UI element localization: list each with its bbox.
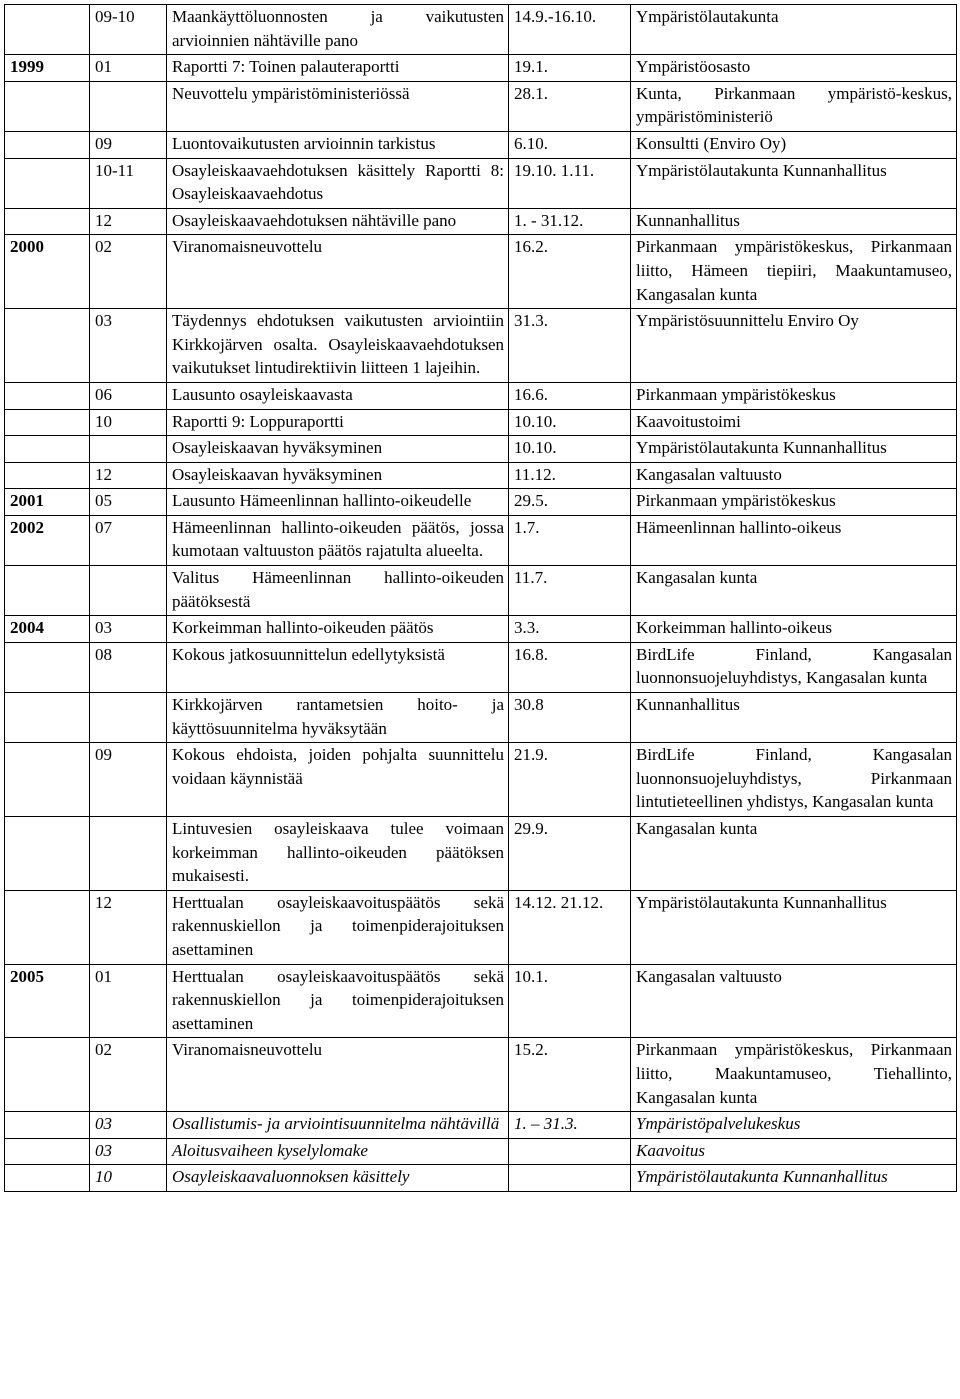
month-cell — [90, 817, 167, 891]
organization-cell: Kaavoitustoimi — [631, 409, 957, 436]
event-cell: Herttualan osayleiskaavoituspäätös sekä rakennuskiellon ja toimenpiderajoituksen asettaminen — [167, 890, 509, 964]
month-cell: 03 — [90, 1138, 167, 1165]
event-cell: Korkeimman hallinto-oikeuden päätös — [167, 616, 509, 643]
table-row — [5, 743, 957, 817]
year-cell — [5, 1038, 90, 1112]
date-cell: 14.12. 21.12. — [509, 890, 631, 964]
month-cell — [90, 693, 167, 743]
event-cell: Hämeenlinnan hallinto-oikeuden päätös, jossa kumotaan valtuuston päätös rajatulta alueelta. — [167, 515, 509, 565]
table-row — [5, 1112, 957, 1139]
year-cell: 1999 — [5, 55, 90, 82]
month-cell: 02 — [90, 235, 167, 309]
schedule-document — [4, 4, 957, 1192]
table-row — [5, 890, 957, 964]
table-row — [5, 5, 957, 55]
month-cell: 12 — [90, 208, 167, 235]
month-cell: 06 — [90, 382, 167, 409]
event-cell: Kokous jatkosuunnittelun edellytyksistä — [167, 642, 509, 692]
event-cell: Viranomaisneuvottelu — [167, 1038, 509, 1112]
table-row — [5, 1038, 957, 1112]
date-cell: 10.10. — [509, 436, 631, 463]
organization-cell: Korkeimman hallinto-oikeus — [631, 616, 957, 643]
table-row — [5, 235, 957, 309]
organization-cell: Kaavoitus — [631, 1138, 957, 1165]
organization-cell: Hämeenlinnan hallinto-oikeus — [631, 515, 957, 565]
month-cell: 03 — [90, 1112, 167, 1139]
date-cell: 19.1. — [509, 55, 631, 82]
date-cell: 14.9.-16.10. — [509, 5, 631, 55]
date-cell: 6.10. — [509, 131, 631, 158]
table-row — [5, 515, 957, 565]
organization-cell: Pirkanmaan ympäristökeskus — [631, 382, 957, 409]
event-cell: Osayleiskaavaehdotuksen käsittely Raportti 8: Osayleiskaavaehdotus — [167, 158, 509, 208]
event-cell: Osayleiskaavaehdotuksen nähtäville pano — [167, 208, 509, 235]
month-cell: 09 — [90, 131, 167, 158]
year-cell — [5, 436, 90, 463]
table-row — [5, 436, 957, 463]
organization-cell: BirdLife Finland, Kangasalan luonnonsuojeluyhdistys, Kangasalan kunta — [631, 642, 957, 692]
date-cell: 11.7. — [509, 566, 631, 616]
table-row — [5, 817, 957, 891]
year-cell — [5, 890, 90, 964]
organization-cell: Konsultti (Enviro Oy) — [631, 131, 957, 158]
month-cell: 09-10 — [90, 5, 167, 55]
table-row — [5, 409, 957, 436]
organization-cell: Ympäristölautakunta Kunnanhallitus — [631, 1165, 957, 1192]
event-cell: Lintuvesien osayleiskaava tulee voimaan korkeimman hallinto-oikeuden päätöksen mukaisesti. — [167, 817, 509, 891]
date-cell: 19.10. 1.11. — [509, 158, 631, 208]
table-row — [5, 616, 957, 643]
table-row — [5, 462, 957, 489]
year-cell: 2005 — [5, 964, 90, 1038]
table-row — [5, 131, 957, 158]
year-cell — [5, 462, 90, 489]
date-cell: 21.9. — [509, 743, 631, 817]
month-cell: 01 — [90, 964, 167, 1038]
month-cell: 10 — [90, 1165, 167, 1192]
table-row — [5, 55, 957, 82]
year-cell — [5, 743, 90, 817]
organization-cell: BirdLife Finland, Kangasalan luonnonsuojeluyhdistys, Pirkanmaan lintutieteellinen yhdistys, Kangasalan kunta — [631, 743, 957, 817]
date-cell: 16.8. — [509, 642, 631, 692]
table-row — [5, 158, 957, 208]
event-cell: Täydennys ehdotuksen vaikutusten arviointiin Kirkkojärven osalta. Osayleiskaavaehdotuksen vaikutukset lintudirektiivin liitteen 1 lajeihin. — [167, 309, 509, 383]
year-cell — [5, 693, 90, 743]
date-cell: 3.3. — [509, 616, 631, 643]
year-cell — [5, 817, 90, 891]
month-cell: 07 — [90, 515, 167, 565]
year-cell: 2001 — [5, 489, 90, 516]
month-cell: 05 — [90, 489, 167, 516]
event-cell: Osallistumis- ja arviointisuunnitelma nähtävillä — [167, 1112, 509, 1139]
event-cell: Valitus Hämeenlinnan hallinto-oikeuden päätöksestä — [167, 566, 509, 616]
organization-cell: Kangasalan kunta — [631, 566, 957, 616]
month-cell: 12 — [90, 462, 167, 489]
month-cell — [90, 566, 167, 616]
date-cell: 10.10. — [509, 409, 631, 436]
date-cell: 29.5. — [509, 489, 631, 516]
year-cell — [5, 382, 90, 409]
date-cell: 31.3. — [509, 309, 631, 383]
year-cell — [5, 131, 90, 158]
table-row — [5, 489, 957, 516]
month-cell: 12 — [90, 890, 167, 964]
year-cell — [5, 158, 90, 208]
year-cell — [5, 642, 90, 692]
table-row — [5, 1165, 957, 1192]
organization-cell: Ympäristölautakunta Kunnanhallitus — [631, 158, 957, 208]
date-cell: 16.2. — [509, 235, 631, 309]
date-cell: 10.1. — [509, 964, 631, 1038]
organization-cell: Ympäristölautakunta Kunnanhallitus — [631, 436, 957, 463]
organization-cell: Kunta, Pirkanmaan ympäristö-keskus, ympäristöministeriö — [631, 81, 957, 131]
year-cell — [5, 1138, 90, 1165]
organization-cell: Ympäristölautakunta Kunnanhallitus — [631, 890, 957, 964]
year-cell — [5, 409, 90, 436]
date-cell: 28.1. — [509, 81, 631, 131]
month-cell: 10 — [90, 409, 167, 436]
event-cell: Lausunto osayleiskaavasta — [167, 382, 509, 409]
event-cell: Osayleiskaavan hyväksyminen — [167, 462, 509, 489]
date-cell: 16.6. — [509, 382, 631, 409]
organization-cell: Ympäristöosasto — [631, 55, 957, 82]
table-row — [5, 964, 957, 1038]
month-cell: 03 — [90, 616, 167, 643]
date-cell — [509, 1138, 631, 1165]
organization-cell: Ympäristölautakunta — [631, 5, 957, 55]
table-row — [5, 693, 957, 743]
organization-cell: Pirkanmaan ympäristökeskus — [631, 489, 957, 516]
month-cell: 01 — [90, 55, 167, 82]
year-cell — [5, 309, 90, 383]
date-cell: 1. - 31.12. — [509, 208, 631, 235]
event-cell: Kirkkojärven rantametsien hoito- ja käyttösuunnitelma hyväksytään — [167, 693, 509, 743]
date-cell: 1.7. — [509, 515, 631, 565]
date-cell: 11.12. — [509, 462, 631, 489]
event-cell: Kokous ehdoista, joiden pohjalta suunnittelu voidaan käynnistää — [167, 743, 509, 817]
event-cell: Luontovaikutusten arvioinnin tarkistus — [167, 131, 509, 158]
event-cell: Osayleiskaavaluonnoksen käsittely — [167, 1165, 509, 1192]
organization-cell: Kangasalan kunta — [631, 817, 957, 891]
year-cell — [5, 81, 90, 131]
year-cell — [5, 1112, 90, 1139]
year-cell — [5, 5, 90, 55]
organization-cell: Pirkanmaan ympäristökeskus, Pirkanmaan liitto, Maakuntamuseo, Tiehallinto, Kangasalan kunta — [631, 1038, 957, 1112]
event-cell: Osayleiskaavan hyväksyminen — [167, 436, 509, 463]
year-cell: 2002 — [5, 515, 90, 565]
schedule-table — [4, 4, 957, 1192]
year-cell: 2004 — [5, 616, 90, 643]
organization-cell: Ympäristöpalvelukeskus — [631, 1112, 957, 1139]
organization-cell: Kangasalan valtuusto — [631, 964, 957, 1038]
table-row — [5, 1138, 957, 1165]
event-cell: Lausunto Hämeenlinnan hallinto-oikeudelle — [167, 489, 509, 516]
event-cell: Herttualan osayleiskaavoituspäätös sekä rakennuskiellon ja toimenpiderajoituksen asettaminen — [167, 964, 509, 1038]
event-cell: Raportti 7: Toinen palauteraportti — [167, 55, 509, 82]
table-row — [5, 208, 957, 235]
table-row — [5, 566, 957, 616]
organization-cell: Pirkanmaan ympäristökeskus, Pirkanmaan liitto, Hämeen tiepiiri, Maakuntamuseo, Kangasalan kunta — [631, 235, 957, 309]
year-cell — [5, 208, 90, 235]
month-cell: 08 — [90, 642, 167, 692]
table-row — [5, 642, 957, 692]
organization-cell: Kunnanhallitus — [631, 693, 957, 743]
event-cell: Raportti 9: Loppuraportti — [167, 409, 509, 436]
date-cell: 15.2. — [509, 1038, 631, 1112]
event-cell: Maankäyttöluonnosten ja vaikutusten arvioinnien nähtäville pano — [167, 5, 509, 55]
organization-cell: Kunnanhallitus — [631, 208, 957, 235]
event-cell: Viranomaisneuvottelu — [167, 235, 509, 309]
month-cell: 10-11 — [90, 158, 167, 208]
year-cell — [5, 1165, 90, 1192]
event-cell: Neuvottelu ympäristöministeriössä — [167, 81, 509, 131]
month-cell: 09 — [90, 743, 167, 817]
organization-cell: Kangasalan valtuusto — [631, 462, 957, 489]
table-row — [5, 81, 957, 131]
date-cell: 1. – 31.3. — [509, 1112, 631, 1139]
month-cell: 02 — [90, 1038, 167, 1112]
year-cell — [5, 566, 90, 616]
event-cell: Aloitusvaiheen kyselylomake — [167, 1138, 509, 1165]
month-cell — [90, 81, 167, 131]
date-cell — [509, 1165, 631, 1192]
table-row — [5, 382, 957, 409]
month-cell — [90, 436, 167, 463]
organization-cell: Ympäristösuunnittelu Enviro Oy — [631, 309, 957, 383]
table-row — [5, 309, 957, 383]
date-cell: 29.9. — [509, 817, 631, 891]
date-cell: 30.8 — [509, 693, 631, 743]
year-cell: 2000 — [5, 235, 90, 309]
month-cell: 03 — [90, 309, 167, 383]
